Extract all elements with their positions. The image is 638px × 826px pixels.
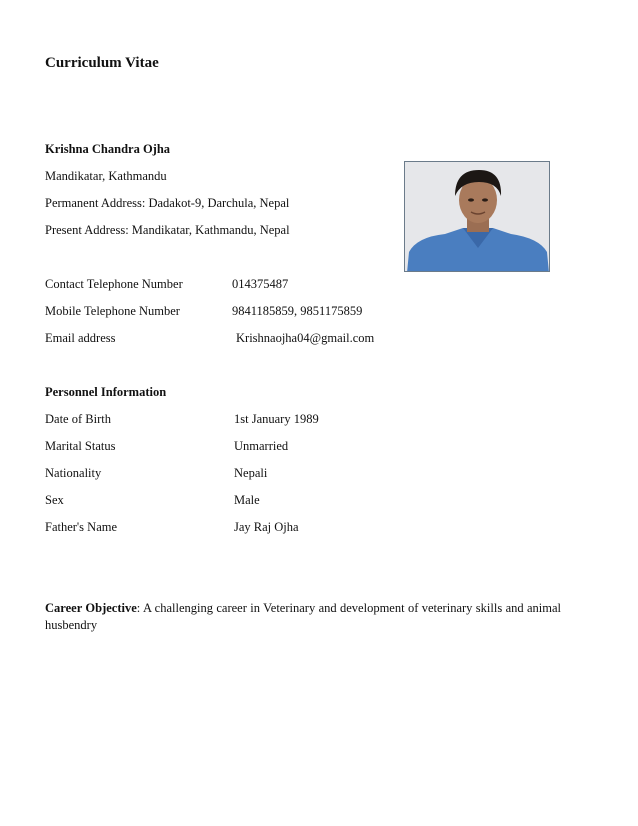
- personal-value-father: Jay Raj Ojha: [234, 520, 299, 534]
- profile-photo: [404, 161, 550, 272]
- personal-label-marital: Marital Status: [45, 439, 116, 453]
- career-objective-label: Career Objective: [45, 601, 137, 615]
- profile-photo-illustration: [405, 162, 550, 272]
- contact-label-telephone: Contact Telephone Number: [45, 277, 183, 291]
- permanent-address: Permanent Address: Dadakot-9, Darchula, Nepal: [45, 196, 290, 210]
- contact-label-email: Email address: [45, 331, 116, 345]
- personal-value-sex: Male: [234, 493, 260, 507]
- present-address: Present Address: Mandikatar, Kathmandu, Nepal: [45, 223, 290, 237]
- person-name: Krishna Chandra Ojha: [45, 142, 171, 156]
- contact-label-mobile: Mobile Telephone Number: [45, 304, 180, 318]
- page-title: Curriculum Vitae: [45, 55, 159, 71]
- contact-value-mobile: 9841185859, 9851175859: [232, 304, 363, 318]
- career-objective: [45, 600, 561, 634]
- personal-label-nationality: Nationality: [45, 466, 102, 480]
- career-objective-text: : A challenging career in Veterinary and development of veterinary skills and animal husbendry: [45, 601, 562, 632]
- personal-value-marital: Unmarried: [234, 439, 289, 453]
- address-line: Mandikatar, Kathmandu: [45, 169, 167, 183]
- personal-label-dob: Date of Birth: [45, 412, 111, 426]
- personal-value-dob: 1st January 1989: [234, 412, 319, 426]
- personal-label-sex: Sex: [45, 493, 64, 507]
- contact-value-email: Krishnaojha04@gmail.com: [236, 331, 375, 345]
- personal-label-father: Father's Name: [45, 520, 118, 534]
- personal-value-nationality: Nepali: [234, 466, 268, 480]
- contact-value-telephone: 014375487: [232, 277, 289, 291]
- personal-info-heading: Personnel Information: [45, 385, 167, 399]
